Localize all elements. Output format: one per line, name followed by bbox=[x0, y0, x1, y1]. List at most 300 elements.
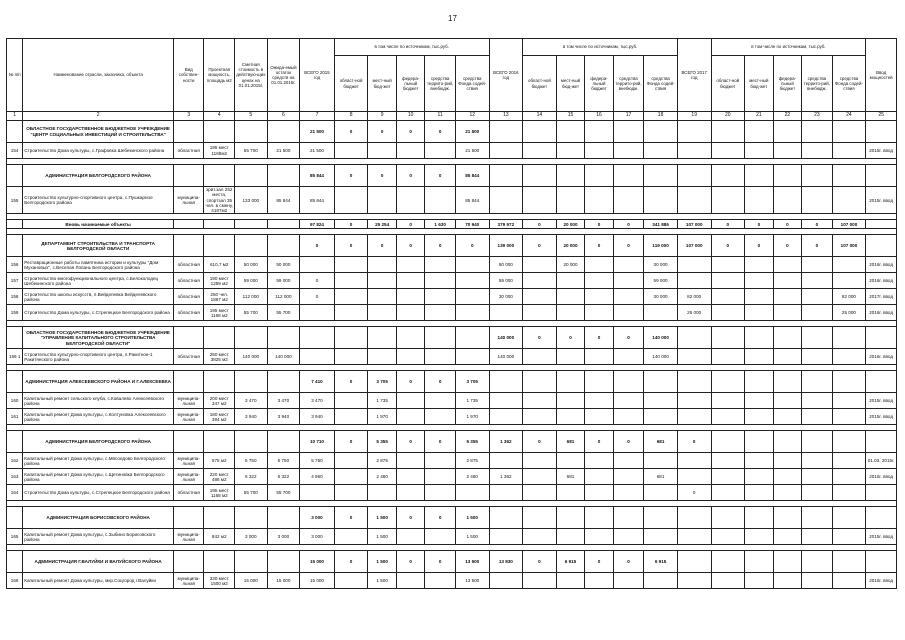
table-cell bbox=[523, 409, 557, 425]
table-cell: 5 750 bbox=[267, 453, 300, 469]
table-row bbox=[7, 485, 897, 501]
table-cell bbox=[585, 453, 614, 469]
table-cell: 3 705 bbox=[368, 371, 397, 393]
table-cell: 15 000 bbox=[300, 573, 335, 589]
table-cell bbox=[745, 551, 774, 573]
table-cell bbox=[644, 165, 678, 187]
page-number: 17 bbox=[448, 14, 457, 23]
table-cell bbox=[802, 409, 833, 425]
col-number: 4 bbox=[204, 112, 235, 121]
table-cell bbox=[585, 349, 614, 365]
table-cell bbox=[204, 220, 235, 229]
row-name-cell: АДМИНИСТРАЦИЯ Г.ВАЛУЙКИ И ВАЛУЙСКОГО РАЙОНА bbox=[23, 551, 174, 573]
table-cell bbox=[334, 305, 368, 321]
col-number: 3 bbox=[173, 112, 204, 121]
table-cell: 341 886 bbox=[644, 220, 678, 229]
table-cell bbox=[866, 551, 897, 573]
table-cell bbox=[711, 305, 745, 321]
table-cell: 25 254 bbox=[368, 220, 397, 229]
table-cell bbox=[334, 289, 368, 305]
table-cell bbox=[711, 551, 745, 573]
table-body bbox=[7, 121, 897, 589]
table-cell: 139 000 bbox=[489, 235, 523, 257]
table-cell bbox=[677, 187, 711, 214]
table-cell: 21 500 bbox=[455, 143, 489, 159]
table-cell bbox=[556, 393, 585, 409]
row-number-cell bbox=[7, 371, 23, 393]
table-cell bbox=[832, 469, 866, 485]
table-cell bbox=[585, 273, 614, 289]
col-header-capacity: Проектная мощность, площадь м2 bbox=[204, 39, 235, 112]
table-cell: 0 bbox=[425, 551, 456, 573]
table-cell bbox=[173, 431, 204, 453]
table-cell: 25 000 bbox=[677, 305, 711, 321]
table-cell: областная bbox=[173, 273, 204, 289]
table-cell bbox=[613, 165, 644, 187]
table-cell bbox=[832, 453, 866, 469]
table-cell bbox=[745, 409, 774, 425]
table-cell bbox=[425, 327, 456, 349]
table-cell: 1 735 bbox=[455, 393, 489, 409]
table-cell bbox=[585, 143, 614, 159]
src-local-2015: мест-ный бюд-жет bbox=[368, 56, 397, 112]
row-name-cell: АДМИНИСТРАЦИЯ БЕЛГОРОДСКОГО РАЙОНА bbox=[23, 165, 174, 187]
table-cell bbox=[585, 257, 614, 273]
table-cell bbox=[613, 143, 644, 159]
table-cell bbox=[711, 371, 745, 393]
table-cell: 0 bbox=[523, 327, 557, 349]
table-cell bbox=[455, 485, 489, 501]
table-cell bbox=[235, 165, 268, 187]
table-cell bbox=[745, 305, 774, 321]
table-cell: 2015г. ввод bbox=[866, 573, 897, 589]
row-name-cell: Строительство культурно-спортивного центра, п.Ракитное-1 Ракитянского района bbox=[23, 349, 174, 365]
table-cell bbox=[585, 305, 614, 321]
table-cell: 195 мест 1168 м2 bbox=[204, 485, 235, 501]
table-cell bbox=[711, 349, 745, 365]
table-cell: 6 322 bbox=[267, 469, 300, 485]
table-cell bbox=[235, 507, 268, 529]
table-cell bbox=[173, 220, 204, 229]
table-cell: 842 м2 bbox=[204, 529, 235, 545]
table-cell: 1 735 bbox=[368, 393, 397, 409]
table-cell: 97 824 bbox=[300, 220, 335, 229]
src-local-2017: мест-ный бюд-жет bbox=[745, 56, 774, 112]
table-cell bbox=[556, 305, 585, 321]
table-cell bbox=[489, 409, 523, 425]
src-fund-2016: средства Фонда содей-ствия bbox=[644, 56, 678, 112]
table-cell bbox=[773, 349, 802, 365]
total-row bbox=[7, 220, 897, 229]
table-cell bbox=[866, 507, 897, 529]
table-cell bbox=[677, 529, 711, 545]
table-cell: 575 м2 bbox=[204, 453, 235, 469]
table-cell bbox=[644, 453, 678, 469]
table-cell bbox=[489, 529, 523, 545]
table-cell: 0 bbox=[802, 220, 833, 229]
table-cell bbox=[204, 327, 235, 349]
table-cell bbox=[334, 349, 368, 365]
table-cell: 2015г. ввод bbox=[866, 187, 897, 214]
table-cell bbox=[455, 257, 489, 273]
table-cell bbox=[613, 393, 644, 409]
table-cell bbox=[173, 507, 204, 529]
group-row bbox=[7, 327, 897, 349]
table-cell bbox=[489, 507, 523, 529]
table-cell bbox=[300, 305, 335, 321]
table-cell: 1 500 bbox=[368, 573, 397, 589]
table-cell bbox=[523, 257, 557, 273]
table-cell bbox=[556, 573, 585, 589]
table-cell bbox=[613, 305, 644, 321]
table-cell bbox=[300, 327, 335, 349]
table-cell: 107 000 bbox=[832, 235, 866, 257]
table-cell: 0 bbox=[613, 431, 644, 453]
table-cell bbox=[489, 305, 523, 321]
table-cell bbox=[832, 187, 866, 214]
table-cell bbox=[523, 485, 557, 501]
table-cell bbox=[173, 327, 204, 349]
table-cell: 140 000 bbox=[267, 349, 300, 365]
table-cell: 2016г. ввод bbox=[866, 257, 897, 273]
table-cell bbox=[556, 121, 585, 143]
table-cell bbox=[745, 431, 774, 453]
table-cell: муниципа-льная bbox=[173, 453, 204, 469]
table-cell bbox=[334, 453, 368, 469]
table-cell bbox=[368, 257, 397, 273]
table-cell bbox=[368, 349, 397, 365]
table-cell bbox=[425, 187, 456, 214]
table-cell bbox=[523, 165, 557, 187]
table-cell: 681 bbox=[556, 431, 585, 453]
table-cell bbox=[173, 235, 204, 257]
col-number: 17 bbox=[613, 112, 644, 121]
table-cell bbox=[711, 409, 745, 425]
table-cell: 140 000 bbox=[235, 349, 268, 365]
table-cell bbox=[745, 165, 774, 187]
table-cell bbox=[745, 485, 774, 501]
table-cell bbox=[773, 507, 802, 529]
table-cell bbox=[677, 165, 711, 187]
src-local-2016: мест-ный бюд-жет bbox=[556, 56, 585, 112]
table-cell: 0 bbox=[773, 235, 802, 257]
table-cell: 21 500 bbox=[300, 121, 335, 143]
col-number: 23 bbox=[802, 112, 833, 121]
table-cell bbox=[235, 431, 268, 453]
table-cell: областная bbox=[173, 305, 204, 321]
table-cell bbox=[455, 273, 489, 289]
table-cell: 0 bbox=[773, 220, 802, 229]
table-cell bbox=[267, 371, 300, 393]
col-number: 19 bbox=[677, 112, 711, 121]
table-cell: 50 000 bbox=[489, 257, 523, 273]
table-cell bbox=[644, 485, 678, 501]
table-cell bbox=[677, 257, 711, 273]
table-cell: 0 bbox=[523, 235, 557, 257]
table-cell bbox=[677, 349, 711, 365]
table-cell: 0 bbox=[556, 327, 585, 349]
table-cell bbox=[368, 273, 397, 289]
table-cell bbox=[204, 235, 235, 257]
table-cell: 0 bbox=[711, 235, 745, 257]
table-cell: 82 000 bbox=[832, 289, 866, 305]
table-cell bbox=[396, 187, 425, 214]
table-cell: 2015г. ввод bbox=[866, 529, 897, 545]
col-header-total-2015: ВСЕГО 2015 год bbox=[300, 39, 335, 112]
table-cell bbox=[832, 529, 866, 545]
table-cell: 140 000 bbox=[644, 349, 678, 365]
table-cell: 30 000 bbox=[644, 289, 678, 305]
table-cell: 140 000 bbox=[489, 327, 523, 349]
table-row bbox=[7, 453, 897, 469]
table-cell: 59 000 bbox=[489, 273, 523, 289]
table-cell bbox=[425, 469, 456, 485]
table-row bbox=[7, 257, 897, 273]
row-number-cell bbox=[7, 431, 23, 453]
table-cell: 3 470 bbox=[267, 393, 300, 409]
table-cell bbox=[300, 257, 335, 273]
table-cell bbox=[711, 469, 745, 485]
table-cell bbox=[677, 393, 711, 409]
table-cell bbox=[866, 327, 897, 349]
table-cell bbox=[832, 121, 866, 143]
table-cell: 0 bbox=[396, 371, 425, 393]
table-cell bbox=[866, 485, 897, 501]
table-cell bbox=[425, 529, 456, 545]
table-cell: 0 bbox=[396, 220, 425, 229]
col-header-remaining: Ожида-емый остаток средств на 01.01.2015г. bbox=[267, 39, 300, 112]
table-cell bbox=[396, 289, 425, 305]
table-cell: 0 bbox=[425, 371, 456, 393]
col-header-commissioning: Ввод мощностей bbox=[866, 39, 897, 112]
table-cell bbox=[773, 453, 802, 469]
group-row bbox=[7, 165, 897, 187]
table-cell bbox=[425, 409, 456, 425]
table-cell: 21 500 bbox=[267, 143, 300, 159]
table-cell: 30 000 bbox=[644, 257, 678, 273]
table-cell bbox=[745, 143, 774, 159]
table-cell bbox=[489, 485, 523, 501]
table-cell bbox=[396, 143, 425, 159]
col-number: 11 bbox=[425, 112, 456, 121]
table-cell: 0 bbox=[334, 220, 368, 229]
table-cell bbox=[832, 573, 866, 589]
row-number-cell: 159 1 bbox=[7, 349, 23, 365]
table-cell bbox=[455, 305, 489, 321]
table-cell bbox=[613, 257, 644, 273]
table-cell bbox=[556, 453, 585, 469]
table-cell: 13 500 bbox=[455, 573, 489, 589]
table-cell bbox=[585, 573, 614, 589]
table-cell bbox=[677, 409, 711, 425]
table-cell bbox=[334, 393, 368, 409]
table-cell: 0 bbox=[455, 235, 489, 257]
row-number-cell: 158 bbox=[7, 289, 23, 305]
table-row bbox=[7, 273, 897, 289]
row-number-cell: 154 bbox=[7, 143, 23, 159]
table-cell: 2 480 bbox=[455, 469, 489, 485]
table-cell: 13 500 bbox=[455, 551, 489, 573]
table-cell: 112 000 bbox=[235, 289, 268, 305]
table-cell: 0 bbox=[334, 431, 368, 453]
row-number-cell bbox=[7, 327, 23, 349]
table-cell: 0 bbox=[585, 327, 614, 349]
row-number-cell: 165 bbox=[7, 529, 23, 545]
row-name-cell: Капитальный ремонт Дома культуры, мкр.Соцгород г.Валуйки bbox=[23, 573, 174, 589]
table-row bbox=[7, 289, 897, 305]
col-number: 6 bbox=[267, 112, 300, 121]
src-federal-2016: федера-льный бюджет bbox=[585, 56, 614, 112]
table-cell bbox=[802, 305, 833, 321]
group-row bbox=[7, 121, 897, 143]
table-cell bbox=[368, 143, 397, 159]
table-cell bbox=[773, 327, 802, 349]
table-cell bbox=[773, 485, 802, 501]
table-cell bbox=[644, 507, 678, 529]
table-cell bbox=[832, 327, 866, 349]
table-cell bbox=[489, 187, 523, 214]
table-cell bbox=[523, 121, 557, 143]
table-cell: 0 bbox=[368, 121, 397, 143]
src-federal-2015: федера-льный бюджет bbox=[396, 56, 425, 112]
table-cell: 13 830 bbox=[489, 551, 523, 573]
table-cell bbox=[396, 469, 425, 485]
table-cell: 0 bbox=[334, 507, 368, 529]
table-cell bbox=[455, 349, 489, 365]
table-cell bbox=[396, 409, 425, 425]
table-cell bbox=[745, 273, 774, 289]
table-cell bbox=[773, 273, 802, 289]
col-number: 5 bbox=[235, 112, 268, 121]
table-cell bbox=[425, 453, 456, 469]
table-cell bbox=[745, 257, 774, 273]
table-cell: 85 844 bbox=[300, 187, 335, 214]
col-header-sources-2017: в том числе по источникам, тыс.руб. bbox=[711, 39, 866, 56]
col-number: 2 bbox=[23, 112, 174, 121]
row-number-cell bbox=[7, 507, 23, 529]
row-name-cell: Капитальный ремонт Дома культуры, с.Колтуновка Алексеевского района bbox=[23, 409, 174, 425]
table-cell bbox=[425, 349, 456, 365]
table-cell: 112 000 bbox=[267, 289, 300, 305]
table-cell bbox=[802, 165, 833, 187]
table-cell bbox=[644, 371, 678, 393]
table-cell bbox=[802, 349, 833, 365]
table-cell bbox=[368, 305, 397, 321]
table-cell: 681 bbox=[556, 469, 585, 485]
row-name-cell: Строительство школы искусств, п.Вейделевка Вейделевского района bbox=[23, 289, 174, 305]
table-cell bbox=[556, 409, 585, 425]
table-cell: 59 000 bbox=[235, 273, 268, 289]
table-cell bbox=[489, 165, 523, 187]
table-cell bbox=[425, 257, 456, 273]
table-cell bbox=[832, 431, 866, 453]
col-number: 14 bbox=[523, 112, 557, 121]
row-name-cell: Строительство культурно-спортивного центра, с.Пушкарное Белгородского района bbox=[23, 187, 174, 214]
table-cell bbox=[585, 409, 614, 425]
table-cell bbox=[802, 551, 833, 573]
table-cell bbox=[802, 529, 833, 545]
table-cell bbox=[644, 187, 678, 214]
table-cell bbox=[773, 551, 802, 573]
table-cell bbox=[396, 305, 425, 321]
table-cell bbox=[832, 257, 866, 273]
table-cell bbox=[523, 529, 557, 545]
table-cell: 0 bbox=[396, 165, 425, 187]
table-cell bbox=[745, 453, 774, 469]
table-cell bbox=[773, 469, 802, 485]
src-fund-2017: средства Фонда содей-ствия bbox=[832, 56, 866, 112]
table-cell bbox=[556, 485, 585, 501]
table-cell bbox=[802, 371, 833, 393]
table-cell bbox=[300, 485, 335, 501]
table-cell: 21 500 bbox=[455, 121, 489, 143]
col-header-ownership: Вид собствен-ности bbox=[173, 39, 204, 112]
table-cell: 220 мест 486 м2 bbox=[204, 469, 235, 485]
table-cell bbox=[773, 305, 802, 321]
table-cell bbox=[585, 393, 614, 409]
table-cell: 0 bbox=[368, 235, 397, 257]
table-cell bbox=[866, 220, 897, 229]
table-cell bbox=[745, 349, 774, 365]
src-territory-2016: средства террито-рий, внебюдж. bbox=[613, 56, 644, 112]
table-cell bbox=[644, 573, 678, 589]
table-cell bbox=[773, 187, 802, 214]
table-cell bbox=[523, 573, 557, 589]
col-header-total-2017: ВСЕГО 2017 год bbox=[677, 39, 711, 112]
table-cell: 85 844 bbox=[455, 187, 489, 214]
src-fund-2015: средства Фонда содей-ствия bbox=[455, 56, 489, 112]
table-cell: 0 bbox=[745, 235, 774, 257]
table-cell: 0 bbox=[585, 551, 614, 573]
table-cell: 21 500 bbox=[300, 143, 335, 159]
table-cell bbox=[489, 371, 523, 393]
src-regional-2016: област-ной бюджет bbox=[523, 56, 557, 112]
table-cell bbox=[802, 453, 833, 469]
table-cell bbox=[866, 121, 897, 143]
table-cell bbox=[773, 409, 802, 425]
table-cell bbox=[173, 121, 204, 143]
table-cell bbox=[267, 551, 300, 573]
table-cell bbox=[802, 431, 833, 453]
row-number-cell: 163 bbox=[7, 469, 23, 485]
row-name-cell: ОБЛАСТНОЕ ГОСУДАРСТВЕННОЕ БЮДЖЕТНОЕ УЧРЕЖДЕНИЕ "УПРАВЛЕНИЕ КАПИТАЛЬНОГО СТРОИТЕЛЬСТВА БЕЛГОРОДСКОЙ ОБЛАСТИ" bbox=[23, 327, 174, 349]
row-name-cell: Реставрационные работы памятника истории и культуры "Дом Мухановых", с.Веселая Лопань Белгородского района bbox=[23, 257, 174, 273]
col-header-name: Наименование отрасли, заказчика, объекта bbox=[23, 39, 174, 112]
table-cell: 379 972 bbox=[489, 220, 523, 229]
table-cell: 0 bbox=[425, 235, 456, 257]
table-cell: 0 bbox=[396, 121, 425, 143]
table-cell bbox=[802, 257, 833, 273]
table-cell bbox=[711, 289, 745, 305]
table-cell bbox=[235, 551, 268, 573]
col-number: 24 bbox=[832, 112, 866, 121]
table-cell bbox=[613, 273, 644, 289]
table-cell bbox=[773, 121, 802, 143]
table-cell: 0 bbox=[334, 235, 368, 257]
row-number-cell: 159 bbox=[7, 305, 23, 321]
table-cell bbox=[300, 349, 335, 365]
table-cell bbox=[745, 529, 774, 545]
table-cell bbox=[832, 507, 866, 529]
table-cell: 55 700 bbox=[235, 485, 268, 501]
table-cell bbox=[644, 409, 678, 425]
table-cell bbox=[773, 289, 802, 305]
table-cell: 25 000 bbox=[832, 305, 866, 321]
table-cell bbox=[745, 393, 774, 409]
table-cell bbox=[368, 327, 397, 349]
table-cell bbox=[334, 187, 368, 214]
table-cell bbox=[425, 573, 456, 589]
